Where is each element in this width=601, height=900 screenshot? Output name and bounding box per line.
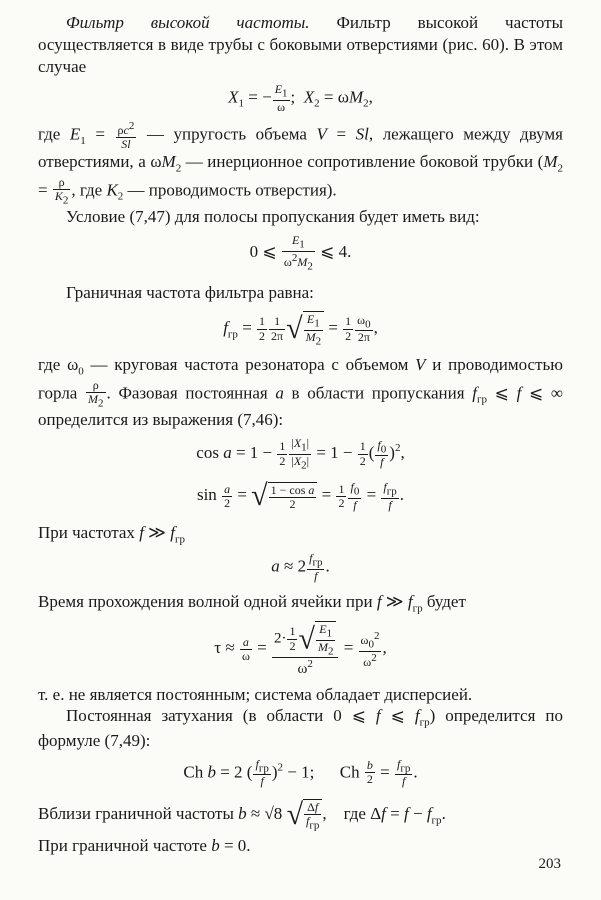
paragraph-6: При частотах f ≫ $f_{гр}$ xyxy=(38,522,185,545)
paragraph-5: где $\omega_0$ — круговая частота резонатора с объемом V и проводимостью горла $\frac{\rho}{M_2}$ . Фазовая постоянная a в области пропускания $f_{гр}$ ⩽ f ⩽ ∞ определится из выражения (7,46): xyxy=(38,355,563,430)
paragraph-2: где $E_1$ = $\frac{\rho c^2}{Sl}$ — упругость объема V = Sl, лежащего между двумя отверстиями, а $\omega M_2$ — инерционное сопротивление боковой трубки ($M_2$ = $\frac{\rho}{K_2}$ , где $K_2$ — проводимость отверстия). xyxy=(38,119,564,207)
equation-4: cos a = 1 − $\frac{1}{2}$ $\frac{|X_1|}{|X_2|}$ = 1 − $\frac{1}{2}$ ( $\frac{f_0}{f}$ )$^2$, xyxy=(196,436,405,472)
equation-2: 0 ⩽ $\frac{E_1}{\omega^2M_2}$ ⩽ 4. xyxy=(249,233,352,273)
equation-3: $f_{гр}$ = $\frac{1}{2}$ $\frac{1}{2\pi}$ √ $\frac{E_1}{M_2}$ = $\frac{1}{2}$ $\frac{\omega_0}{2\pi}$ , xyxy=(223,311,378,347)
paragraph-11: При граничной частоте b = 0. xyxy=(38,835,251,855)
paragraph-3: Условие (7,47) для полосы пропускания будет иметь вид: xyxy=(66,207,480,227)
paragraph-9: Постоянная затухания (в области 0 ⩽ f ⩽ $f_{гр}$) определится по формуле (7,49): xyxy=(38,706,563,750)
equation-1: $X_1$ = − $\frac{E_1}{\omega}$ ; $X_2 = \omega M_2$, xyxy=(228,82,373,114)
equation-6: a ≈ 2 $\frac{f_{гр}}{f}$ . xyxy=(271,551,330,583)
paragraph-7: Время прохождения волной одной ячейки при f ≫ $f_{гр}$ будет xyxy=(38,591,466,615)
section-title: Фильтр высокой частоты. xyxy=(66,13,310,32)
page-number: 203 xyxy=(538,856,561,872)
paragraph-4: Граничная частота фильтра равна: xyxy=(66,283,314,303)
equation-5: sin $\frac{a}{2}$ = √ $\frac{\text{1 − cos a}}{2}$ = $\frac{1}{2}$ $\frac{f_0}{f}$ = $\frac{f_{гр}}{f}$ . xyxy=(196,479,405,513)
paragraph-8: т. е. не является постоянным; система обладает дисперсией. xyxy=(38,684,473,704)
equation-8: Ch b = 2 ( $\frac{f_{гр}}{f}$ )$^2$ − 1; Ch $\frac{b}{2}$ = $\frac{f_{гр}}{f}$ . xyxy=(183,756,418,789)
equation-7: τ ≈ $\frac{a}{\omega}$ = 2· $\frac{1}{2}$ √ $\frac{E_1}{M_2}$ $\omega^2$ = $\frac{\omega_0^2}{\omega^2}$ , xyxy=(214,622,387,678)
paragraph-1: Фильтр высокой частоты. Фильтр высокой частоты осуществляется в виде трубы с боковыми отверстиями (рис. 60). В этом случае xyxy=(38,13,563,76)
paragraph-10: Вблизи граничной частоты b ≈ √8 √ $\frac{\Delta f}{f_{гр}}$ , где $\Delta f = f - f_{гр}$. xyxy=(38,798,446,832)
